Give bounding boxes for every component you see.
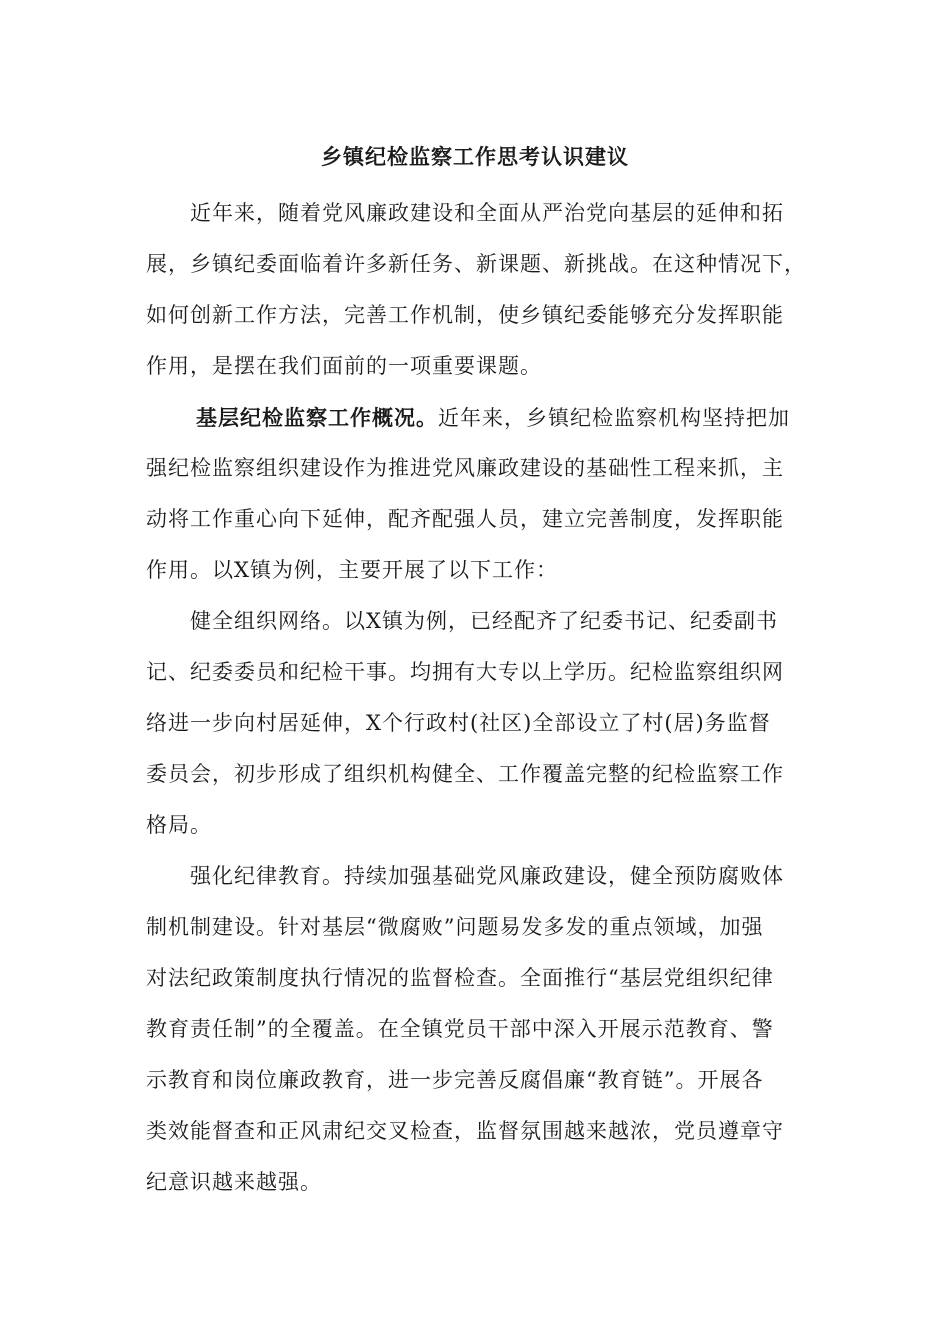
paragraph-line: 强化纪律教育。持续加强基础党风廉政建设，健全预防腐败体 [146,864,784,888]
paragraph-line: 教育责任制”的全覆盖。在全镇党员干部中深入开展示范教育、警 [146,1017,774,1041]
paragraph-line: 示教育和岗位廉政教育，进一步完善反腐倡廉“教育链”。开展各 [146,1068,764,1092]
paragraph-line: 动将工作重心向下延伸，配齐配强人员，建立完善制度，发挥职能 [146,507,784,531]
paragraph-line: 近年来，随着党风廉政建设和全面从严治党向基层的延伸和拓 [146,201,784,225]
paragraph-overview [146,392,826,596]
paragraph-line: 委员会，初步形成了组织机构健全、工作覆盖完整的纪检监察工作 [146,762,784,786]
paragraph-intro [146,188,826,392]
paragraph-line: 作用，是摆在我们面前的一项重要课题。 [146,354,542,378]
paragraph-line: 类效能督查和正风肃纪交叉检查，监督氛围越来越浓，党员遵章守 [146,1119,784,1143]
paragraph-line: 记、纪委委员和纪检干事。均拥有大专以上学历。纪检监察组织网 [146,660,784,684]
section-heading: 基层纪检监察工作概况。 [196,405,438,430]
paragraph-line [146,392,826,443]
paragraph-organization-network [146,596,826,851]
paragraph-line: 健全组织网络。以X镇为例，已经配齐了纪委书记、纪委副书 [146,609,778,633]
paragraph-line: 格局。 [146,813,212,837]
paragraph-line: 对法纪政策制度执行情况的监督检查。全面推行“基层党组织纪律 [146,966,774,990]
paragraph-line: 制机制建设。针对基层“微腐败”问题易发多发的重点领域，加强 [146,915,764,939]
paragraph-line: 络进一步向村居延伸，X个行政村(社区)全部设立了村(居)务监督 [146,711,771,735]
paragraph-discipline-education [146,851,826,1208]
paragraph-line: 如何创新工作方法，完善工作机制，使乡镇纪委能够充分发挥职能 [146,303,784,327]
paragraph-line: 展，乡镇纪委面临着许多新任务、新课题、新挑战。在这种情况下， [146,252,806,276]
document-title: 乡镇纪检监察工作思考认识建议 [321,144,629,169]
paragraph-line: 纪意识越来越强。 [146,1170,322,1194]
paragraph-line: 强纪检监察组织建设作为推进党风廉政建设的基础性工程来抓，主 [146,456,784,480]
paragraph-line: 作用。以X镇为例，主要开展了以下工作： [146,558,558,582]
paragraph-line-text: 近年来，乡镇纪检监察机构坚持把加 [438,406,790,430]
